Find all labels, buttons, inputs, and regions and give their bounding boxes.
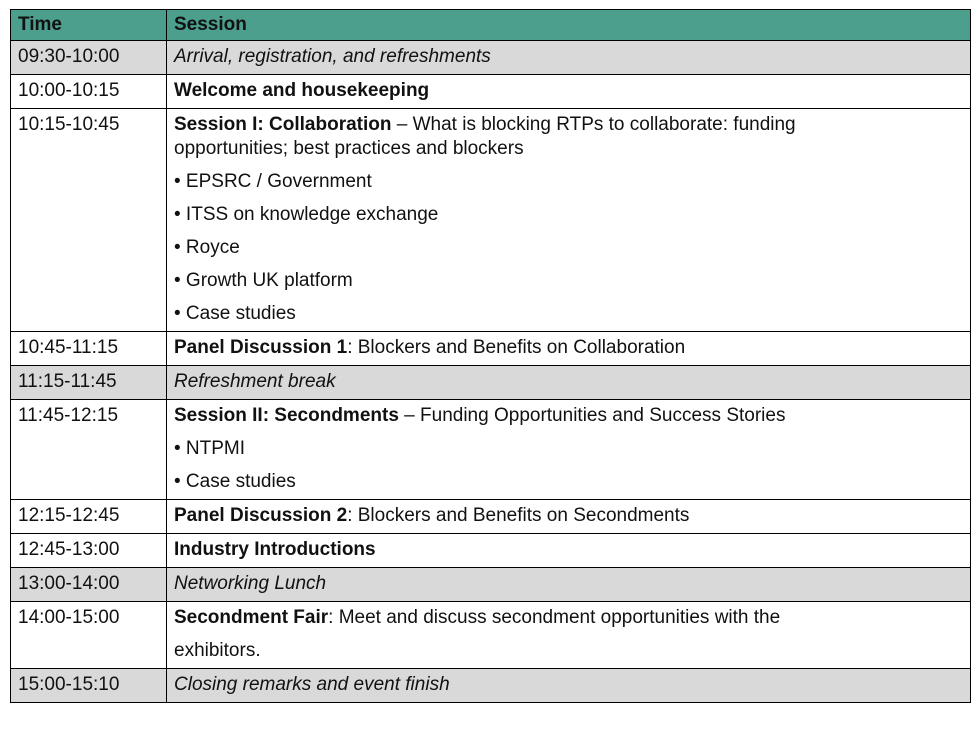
session-title: Panel Discussion 2 bbox=[174, 505, 348, 526]
bullet-item: • ITSS on knowledge exchange bbox=[174, 204, 439, 225]
agenda-row-networking-lunch bbox=[11, 568, 971, 602]
session-description: : Blockers and Benefits on Secondments bbox=[347, 505, 690, 526]
session-title: Welcome and housekeeping bbox=[174, 80, 430, 101]
bullet-item: • Case studies bbox=[174, 471, 296, 492]
session-title: Panel Discussion 1 bbox=[174, 337, 348, 358]
row-session bbox=[167, 75, 971, 109]
session-title: Secondment Fair bbox=[174, 607, 329, 628]
session-title: Industry Introductions bbox=[174, 539, 376, 560]
row-session bbox=[167, 109, 971, 332]
row-session bbox=[167, 500, 971, 534]
agenda-row-secondment-fair bbox=[11, 602, 971, 669]
session-description: – Funding Opportunities and Success Stories bbox=[398, 405, 786, 426]
agenda-row-arrival bbox=[11, 41, 971, 75]
bullet-item: • NTPMI bbox=[174, 438, 246, 459]
session-description-line bbox=[174, 113, 964, 137]
row-time: 14:00-15:00 bbox=[11, 602, 167, 669]
session-description: : Meet and discuss secondment opportunities with the bbox=[328, 607, 781, 628]
bullet-item: • EPSRC / Government bbox=[174, 171, 372, 192]
session-description-line bbox=[174, 606, 964, 630]
row-time: 10:00-10:15 bbox=[11, 75, 167, 109]
row-session: Refreshment break bbox=[167, 366, 971, 400]
row-session bbox=[167, 534, 971, 568]
session-title: Session I: Collaboration bbox=[174, 114, 392, 135]
row-time: 11:45-12:15 bbox=[11, 400, 167, 500]
agenda-row-welcome bbox=[11, 75, 971, 109]
agenda-table bbox=[10, 9, 971, 703]
row-time: 10:15-10:45 bbox=[11, 109, 167, 332]
row-time: 13:00-14:00 bbox=[11, 568, 167, 602]
row-time: 09:30-10:00 bbox=[11, 41, 167, 75]
bullet-item: • Royce bbox=[174, 237, 240, 258]
session-description-continued: exhibitors. bbox=[174, 640, 261, 661]
session-description: – What is blocking RTPs to collaborate: funding bbox=[391, 114, 796, 135]
agenda-row-session-2 bbox=[11, 400, 971, 500]
row-session: Closing remarks and event finish bbox=[167, 669, 971, 703]
agenda-row-industry-introductions bbox=[11, 534, 971, 568]
row-time: 12:15-12:45 bbox=[11, 500, 167, 534]
row-session: Networking Lunch bbox=[167, 568, 971, 602]
row-session bbox=[167, 332, 971, 366]
row-time: 10:45-11:15 bbox=[11, 332, 167, 366]
agenda-row-panel-1 bbox=[11, 332, 971, 366]
bullet-item: • Case studies bbox=[174, 303, 296, 324]
agenda-row-closing-remarks bbox=[11, 669, 971, 703]
row-time: 12:45-13:00 bbox=[11, 534, 167, 568]
row-time: 11:15-11:45 bbox=[11, 366, 167, 400]
header-row bbox=[11, 10, 971, 41]
row-time: 15:00-15:10 bbox=[11, 669, 167, 703]
session-column-header: Session bbox=[167, 10, 971, 41]
time-column-header: Time bbox=[11, 10, 167, 41]
row-session bbox=[167, 400, 971, 500]
agenda-row-session-1 bbox=[11, 109, 971, 332]
session-description-line bbox=[174, 404, 964, 428]
agenda-row-refreshment-break bbox=[11, 366, 971, 400]
session-description: : Blockers and Benefits on Collaboration bbox=[347, 337, 686, 358]
row-session bbox=[167, 602, 971, 669]
session-description-continued: opportunities; best practices and blockers bbox=[174, 138, 524, 159]
bullet-item: • Growth UK platform bbox=[174, 270, 353, 291]
agenda-row-panel-2 bbox=[11, 500, 971, 534]
session-title: Session II: Secondments bbox=[174, 405, 399, 426]
row-session: Arrival, registration, and refreshments bbox=[167, 41, 971, 75]
